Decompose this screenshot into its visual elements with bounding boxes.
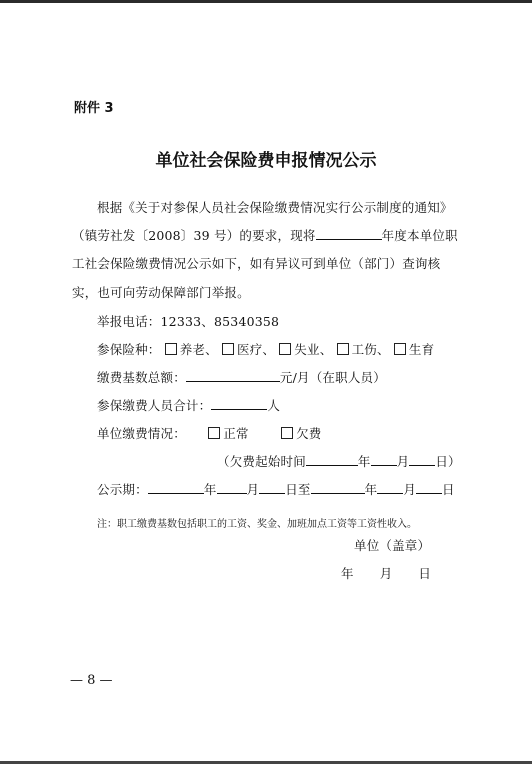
- period-day-to: 日至: [285, 482, 311, 497]
- arrears-day-blank[interactable]: [409, 464, 435, 466]
- checkbox-injury[interactable]: [337, 343, 349, 355]
- base-total-blank[interactable]: [186, 380, 280, 382]
- publicity-period-row: [97, 480, 455, 498]
- arrears-month: 月: [396, 454, 410, 469]
- paragraph-line-2-a: （镇劳社发〔2008〕39 号）的要求，现将: [72, 228, 316, 243]
- period-year: 年: [203, 482, 217, 497]
- option-normal: 正常: [223, 426, 249, 441]
- insured-count-suffix: 人: [267, 398, 281, 413]
- insurance-types-label: 参保险种：: [97, 342, 161, 357]
- insured-count-label: 参保缴费人员合计：: [97, 398, 212, 413]
- sign-year: 年: [341, 566, 354, 581]
- option-medical: 医疗、: [237, 342, 276, 357]
- base-total-row: [97, 368, 386, 386]
- option-arrears: 欠费: [296, 426, 322, 441]
- hotline-value: 12333、85340358: [160, 314, 280, 329]
- hotline-label: 举报电话：: [97, 314, 161, 329]
- paragraph-line-1: 根据《关于对参保人员社会保险缴费情况实行公示制度的通知》: [97, 200, 453, 215]
- insured-count-blank[interactable]: [211, 408, 267, 410]
- period-month2: 月: [403, 482, 417, 497]
- checkbox-medical[interactable]: [222, 343, 234, 355]
- option-maternity: 生育: [408, 342, 435, 357]
- period-month-blank[interactable]: [217, 492, 247, 494]
- year-blank[interactable]: [316, 238, 382, 240]
- paragraph-line-2: [72, 226, 458, 244]
- period-month: 月: [246, 482, 260, 497]
- option-unemployment: 失业、: [294, 342, 333, 357]
- arrears-month-blank[interactable]: [371, 464, 397, 466]
- checkbox-arrears[interactable]: [281, 427, 293, 439]
- checkbox-unemployment[interactable]: [279, 343, 291, 355]
- period-day2: 日: [442, 482, 455, 497]
- page-number: — 8 —: [70, 673, 113, 688]
- payment-status-label: 单位缴费情况：: [97, 426, 186, 441]
- period-day-blank[interactable]: [259, 492, 285, 494]
- arrears-prefix: （欠费起始时间: [217, 454, 306, 469]
- option-injury: 工伤、: [351, 342, 390, 357]
- checkbox-normal[interactable]: [208, 427, 220, 439]
- attachment-label: 附件 3: [74, 101, 114, 116]
- base-total-label: 缴费基数总额：: [97, 370, 186, 385]
- option-pension: 养老、: [179, 342, 218, 357]
- arrears-day: 日）: [435, 454, 461, 469]
- arrears-start-row: [217, 452, 461, 470]
- arrears-year-blank[interactable]: [306, 464, 358, 466]
- sign-date-row: [341, 564, 431, 582]
- hotline-row: [97, 312, 279, 330]
- document-title: 单位社会保险费申报情况公示: [155, 151, 377, 171]
- checkbox-maternity[interactable]: [394, 343, 406, 355]
- sign-day: 日: [418, 566, 432, 581]
- paragraph-line-3: 工社会保险缴费情况公示如下，如有异议可到单位（部门）查询核: [72, 256, 441, 271]
- payment-status-row: [97, 424, 321, 442]
- footnote: 注：职工缴费基数包括职工的工资、奖金、加班加点工资等工资性收入。: [97, 519, 417, 530]
- period-year-blank[interactable]: [148, 492, 204, 494]
- period-year2-blank[interactable]: [311, 492, 365, 494]
- sign-month: 月: [379, 566, 393, 581]
- publicity-label: 公示期：: [97, 482, 148, 497]
- period-day2-blank[interactable]: [416, 492, 442, 494]
- base-total-suffix: 元/月（在职人员）: [279, 370, 386, 385]
- insured-count-row: [97, 396, 280, 414]
- paragraph-line-2-b: 年度本单位职: [381, 228, 458, 243]
- insurance-types-row: [97, 340, 434, 358]
- top-border: [0, 0, 532, 3]
- seal-label: 单位（盖章）: [354, 538, 431, 553]
- arrears-year: 年: [357, 454, 371, 469]
- checkbox-pension[interactable]: [165, 343, 177, 355]
- period-year2: 年: [364, 482, 378, 497]
- paragraph-line-4: 实，也可向劳动保障部门举报。: [72, 285, 250, 300]
- period-month2-blank[interactable]: [377, 492, 403, 494]
